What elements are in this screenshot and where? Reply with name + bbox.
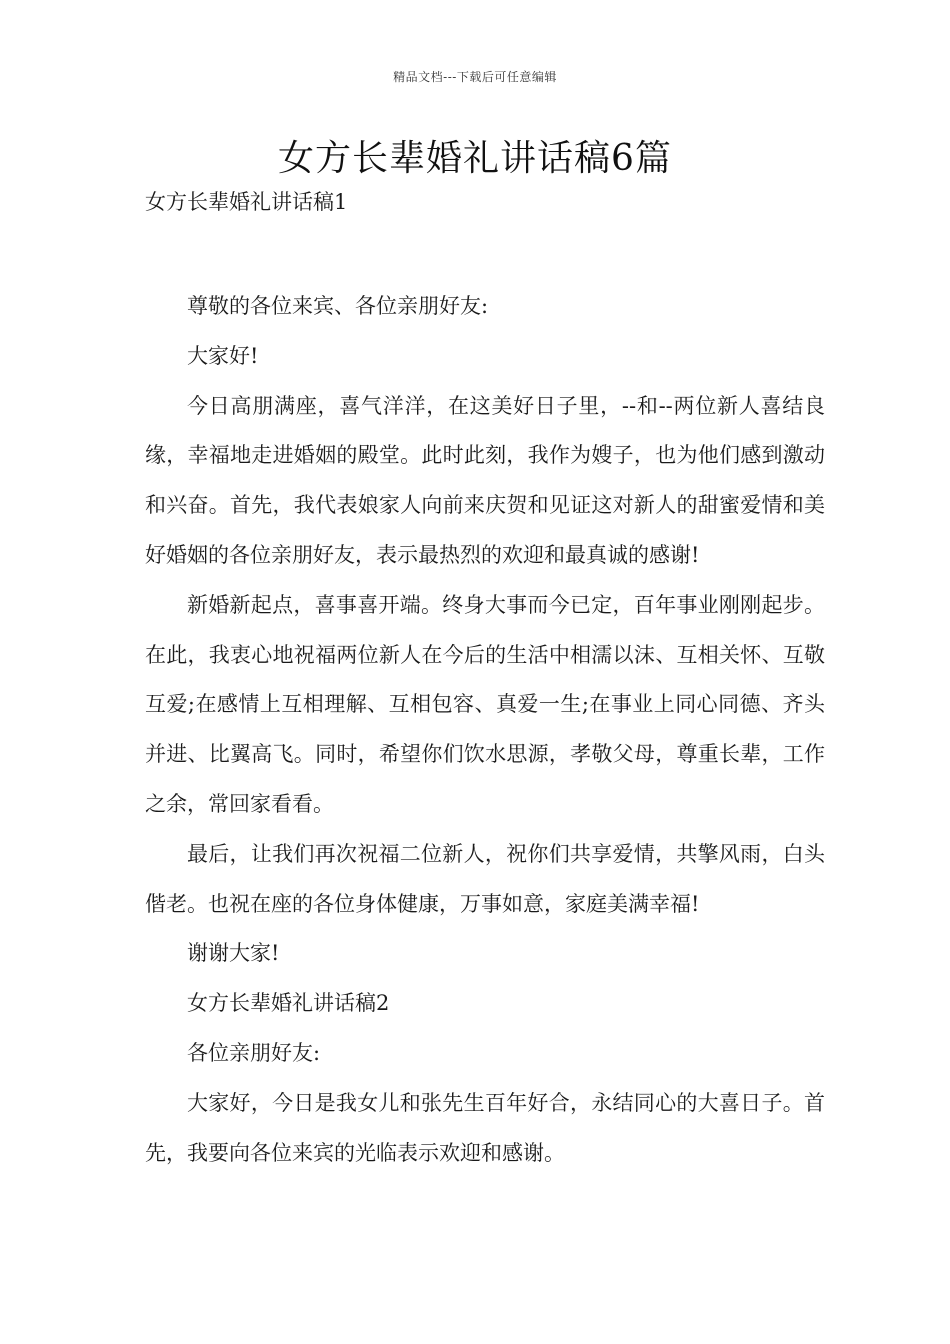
paragraph: 今日高朋满座，喜气洋洋，在这美好日子里，--和--两位新人喜结良缘，幸福地走进婚姻的殿堂。此时此刻，我作为嫂子，也为他们感到激动和兴奋。首先，我代表娘家人向前来庆贺和见证这对新人的甜蜜爱情和美好婚姻的各位亲朋好友，表示最热烈的欢迎和最真诚的感谢! xyxy=(145,393,825,567)
paragraph: 各位亲朋好友: xyxy=(187,1040,321,1065)
paragraph: 最后，让我们再次祝福二位新人，祝你们共享爱情，共擎风雨，白头偕老。也祝在座的各位身体健康，万事如意，家庭美满幸福! xyxy=(145,841,825,916)
paragraph: 大家好，今日是我女儿和张先生百年好合，永结同心的大喜日子。首先，我要向各位来宾的光临表示欢迎和感谢。 xyxy=(145,1090,825,1165)
document-title: 女方长辈婚礼讲话稿6篇 xyxy=(278,138,672,179)
document-body xyxy=(145,282,825,1178)
paragraph: 尊敬的各位来宾、各位亲朋好友: xyxy=(187,294,489,318)
paragraph: 谢谢大家! xyxy=(187,941,280,966)
paragraph: 新婚新起点，喜事喜开端。终身大事而今已定，百年事业刚刚起步。在此，我衷心地祝福两位新人在今后的生活中相濡以沫、互相关怀、互敬互爱;在感情上互相理解、互相包容、真爱一生;在事业上同心同德、齐头并进、比翼高飞。同时，希望你们饮水思源，孝敬父母，尊重长辈，工作之余，常回家看看。 xyxy=(145,592,825,816)
paragraph: 大家好! xyxy=(187,343,259,368)
section-heading: 女方长辈婚礼讲话稿2 xyxy=(187,991,390,1016)
section-heading: 女方长辈婚礼讲话稿1 xyxy=(145,190,348,214)
header-note: 精品文档---下载后可任意编辑 xyxy=(393,70,557,84)
